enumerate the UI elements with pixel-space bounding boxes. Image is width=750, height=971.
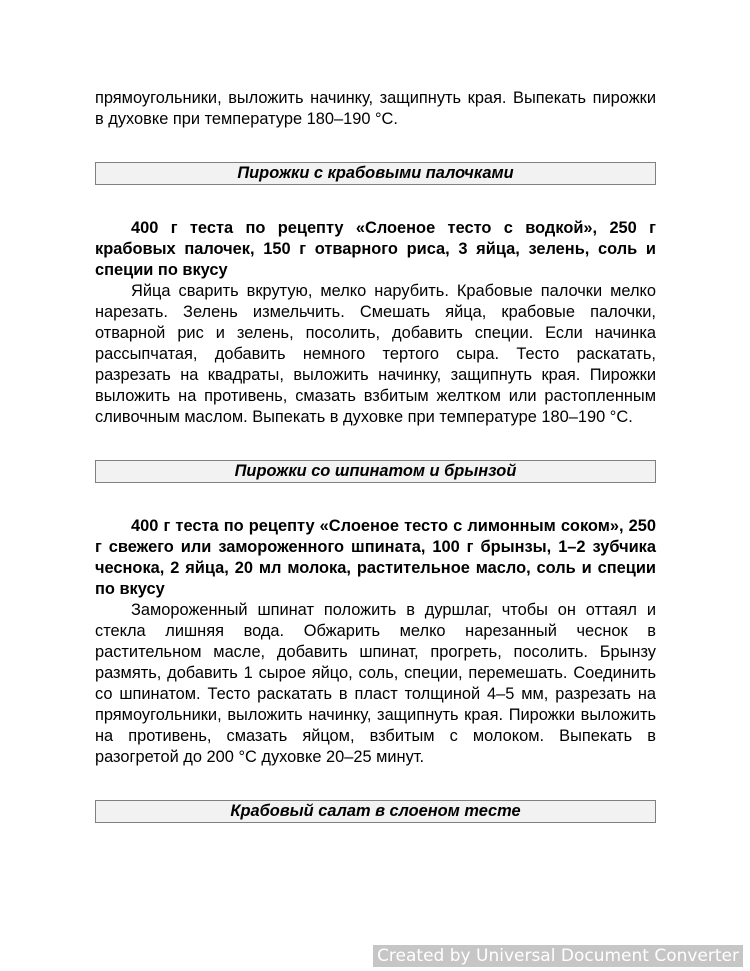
recipe-title-crab-salad: Крабовый салат в слоеном тесте bbox=[95, 800, 656, 823]
recipe-instructions-crab-pies: Яйца сварить вкрутую, мелко нарубить. Крабовые палочки мелко нарезать. Зелень измельчить. Смешать яйца, крабовые палочки, отварной рис и зелень, посолить, добавить специи. Если начинка рассыпчатая, добавить немного тертого сыра. Тесто раскатать, разрезать на квадраты, выложить начинку, защипнуть края. Пирожки выложить на противень, смазать взбитым желтком или растопленным сливочным маслом. Выпекать в духовке при температуре 180–190 °C. bbox=[95, 282, 656, 426]
intro-paragraph: прямоугольники, выложить начинку, защипнуть края. Выпекать пирожки в духовке при температуре 180–190 °C. bbox=[95, 89, 656, 128]
recipe-title-crab-pies: Пирожки с крабовыми палочками bbox=[95, 162, 656, 185]
recipe-ingredients-crab-pies: 400 г теста по рецепту «Слоеное тесто с водкой», 250 г крабовых палочек, 150 г отварного риса, 3 яйца, зелень, соль и специи по вкусу bbox=[95, 219, 656, 279]
recipe-ingredients-spinach-pies: 400 г теста по рецепту «Слоеное тесто с лимонным соком», 250 г свежего или замороженного шпината, 100 г брынзы, 1–2 зубчика чеснока, 2 яйца, 20 мл молока, растительное масло, соль и специи по вкусу bbox=[95, 517, 656, 598]
document-page bbox=[95, 88, 656, 823]
recipe-title-spinach-pies: Пирожки со шпинатом и брынзой bbox=[95, 460, 656, 483]
watermark: Created by Universal Document Converter bbox=[373, 945, 743, 967]
recipe-instructions-spinach-pies: Замороженный шпинат положить в дуршлаг, чтобы он оттаял и стекла лишняя вода. Обжарить мелко нарезанный чеснок в растительном масле, добавить шпинат, прогреть, посолить. Брынзу размять, добавить 1 сырое яйцо, соль, специи, перемешать. Соединить со шпинатом. Тесто раскатать в пласт толщиной 4–5 мм, разрезать на прямоугольники, выложить начинку, защипнуть края. Пирожки выложить на противень, смазать яйцом, взбитым с молоком. Выпекать в разогретой до 200 °C духовке 20–25 минут. bbox=[95, 601, 656, 766]
